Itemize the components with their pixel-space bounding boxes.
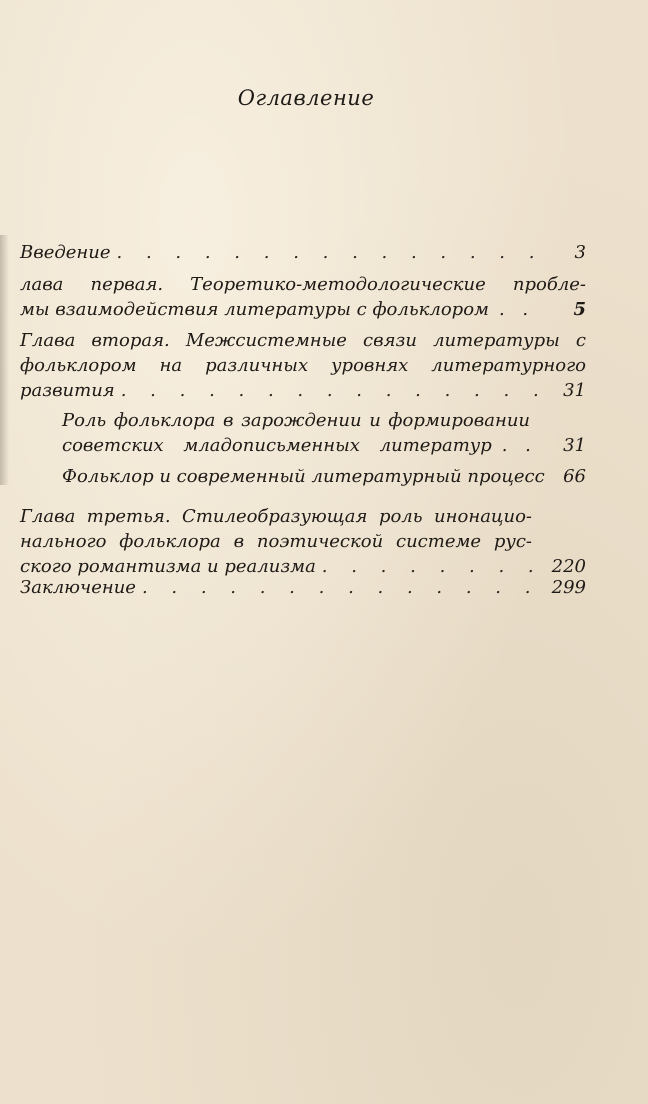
leader-dots xyxy=(121,378,550,403)
toc-entry-line: фольклором на различных уровнях литературного xyxy=(20,355,586,376)
toc-entry-line: лава первая. Теоретико-методологические пробле- xyxy=(20,274,586,295)
toc-entry-line: советских младописьменных литератур xyxy=(62,435,492,456)
toc-entry-line: ского романтизма и реализма xyxy=(20,556,316,577)
leader-dots: . . xyxy=(501,435,537,456)
page-edge-shadow xyxy=(0,235,9,485)
toc-entry-section-2-2 xyxy=(62,464,586,489)
page-number: 31 xyxy=(563,435,586,456)
toc-entry-title: Введение xyxy=(20,242,111,263)
toc-entry-line: Роль фольклора в зарождении и формировании xyxy=(62,410,530,431)
page-number: 31 xyxy=(563,380,586,401)
toc-entry-line: мы взаимодействия литературы с фольклором xyxy=(20,299,489,320)
page-number: 66 xyxy=(563,466,586,487)
page-number: 220 xyxy=(551,556,586,577)
page-number: 5 xyxy=(573,299,586,320)
toc-entry-title: Заключение xyxy=(20,577,136,598)
toc-entry-intro xyxy=(20,240,586,265)
page-title: Оглавление xyxy=(237,86,375,110)
toc-entry-section-2-1 xyxy=(62,408,586,458)
leader-dots xyxy=(117,240,550,265)
toc-entry-chapter-1 xyxy=(20,272,586,322)
toc-entry-line: развития xyxy=(20,380,115,401)
toc-entry-title: Фольклор и современный литературный процесс xyxy=(62,466,545,487)
page-number: 3 xyxy=(574,242,586,263)
toc-entry-conclusion xyxy=(20,575,586,600)
leader-dots xyxy=(142,575,546,600)
leader-dots: . . xyxy=(498,299,535,320)
toc-entry-line: Глава вторая. Межсистемные связи литературы с xyxy=(20,330,586,351)
toc-entry-chapter-2 xyxy=(20,328,586,403)
toc-entry-chapter-3 xyxy=(20,504,586,579)
page-number: 299 xyxy=(551,577,586,598)
toc-entry-line: нального фольклора в поэтической системе рус- xyxy=(20,531,532,552)
toc-entry-line: Глава третья. Стилеобразующая роль инонацио- xyxy=(20,506,532,527)
